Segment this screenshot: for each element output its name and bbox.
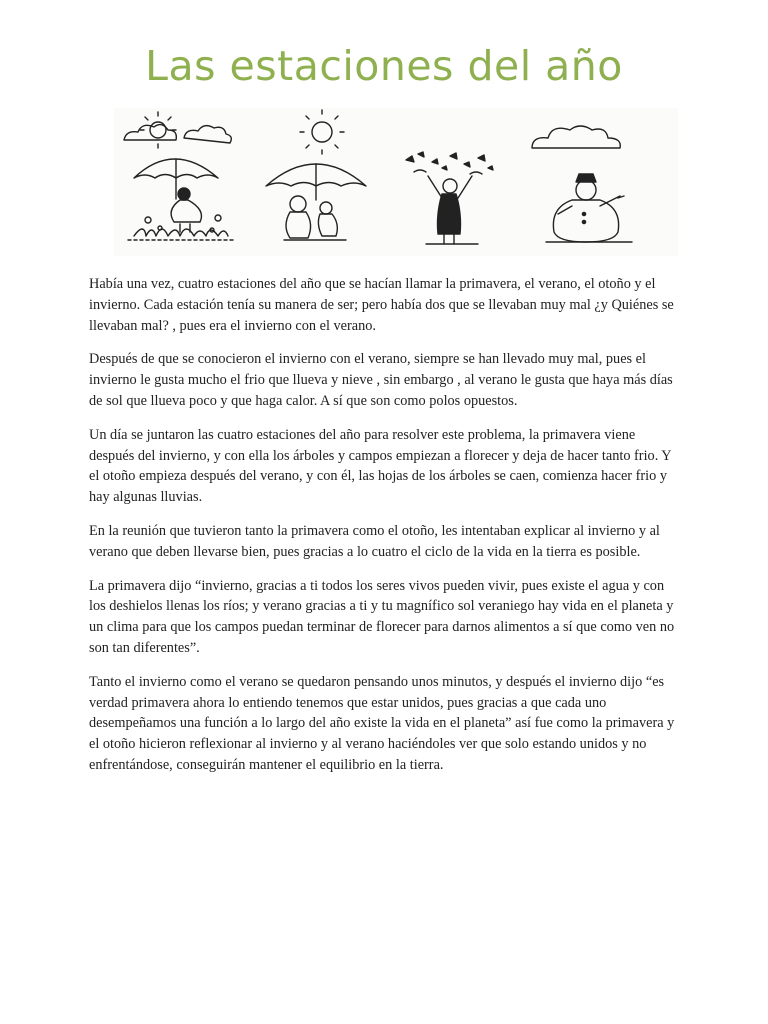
- paragraph: Después de que se conocieron el invierno con el verano, siempre se han llevado muy mal, pues el invierno le gusta mucho el frio que llueva y nieve , sin embargo , al verano le gusta que haya más días de sol que llueva poco y que haga calor. A sí que son como polos opuestos.: [89, 351, 673, 409]
- paragraph: Había una vez, cuatro estaciones del año que se hacían llamar la primavera, el verano, el otoño y el invierno. Cada estación tenía su manera de ser; pero había dos que se llevaban muy mal ¿y Quiénes se llevaban mal? , pues era el invierno con el verano.: [89, 276, 674, 334]
- paragraph: La primavera dijo “invierno, gracias a ti todos los seres vivos pueden vivir, pues existe el agua y con los deshielos llenas los ríos; y verano gracias a ti y tu magnífico sol veraniego hay vida en el planeta y un clima para que los campos puedan terminar de florecer para darnos alimentos a sí que como ven no son tan diferentes”.: [89, 577, 675, 656]
- story-body: [89, 274, 681, 789]
- paragraph: Un día se juntaron las cuatro estaciones del año para resolver este problema, la primavera viene después del invierno, y con ella los árboles y campos empiezan a florecer y deja de hacer tanto frio. Y el otoño empieza después del verano, y con él, las hojas de los árboles se caen, comienza hacer frio y hay algunas lluvias.: [89, 426, 672, 506]
- page-title: Las estaciones del año: [145, 42, 623, 90]
- seasons-illustration: [114, 108, 678, 256]
- paragraph: En la reunión que tuvieron tanto la primavera como el otoño, les intentaban explicar al invierno y al verano que deben llevarse bien, pues gracias a lo cuatro el ciclo de la vida en la tierra es posible.: [89, 522, 660, 560]
- paragraph: Tanto el invierno como el verano se quedaron pensando unos minutos, y después el invierno dijo “es verdad primavera ahora lo entiendo tenemos que estar unidos, pues gracias a que cada uno desempeñamos una función a lo largo del año existe la vida en el planeta” así fue como la primavera y el otoño hicieron reflexionar al invierno y al verano haciéndoles ver que solo estando unidos y no enfrentándose, conseguirán mantener el equilibrio en la tierra.: [89, 673, 675, 773]
